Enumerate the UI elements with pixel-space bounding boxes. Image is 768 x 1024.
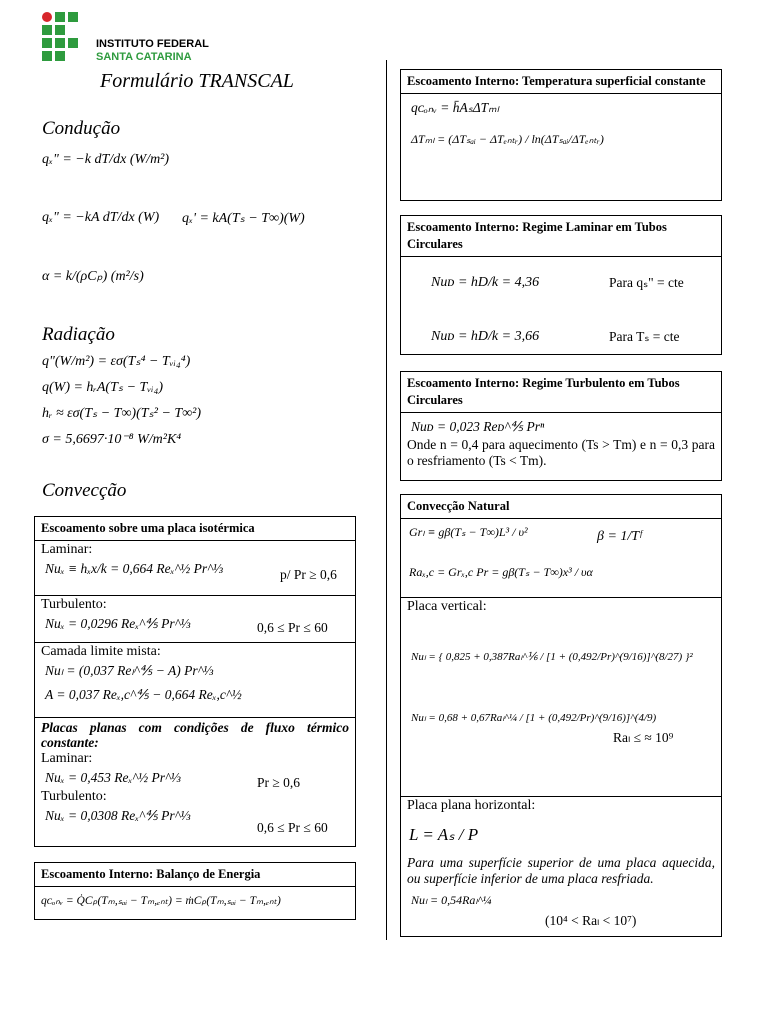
- laminar-tubos-header: Escoamento Interno: Regime Laminar em Tubos Circulares: [401, 216, 721, 257]
- laminar-eq: Nuₓ ≡ hₓx/k = 0,664 Reₓ^½ Pr^⅓: [45, 561, 223, 576]
- laminar2-eq: Nuₓ = 0,453 Reₓ^½ Pr^⅓: [45, 770, 181, 785]
- placa-vertical-label: Placa vertical:: [407, 599, 487, 614]
- radiacao-eq1: q"(W/m²) = εσ(Tₛ⁴ − Tᵥᵢ₄⁴): [42, 354, 191, 369]
- placa-horizontal-label: Placa plana horizontal:: [407, 798, 536, 813]
- page-title: Formulário TRANSCAL: [100, 70, 294, 92]
- radiacao-eq2: q(W) = hᵣA(Tₛ − Tᵥᵢ₄): [42, 380, 163, 395]
- turbulento-cond: 0,6 ≤ Pr ≤ 60: [257, 620, 328, 635]
- turbulento-label: Turbulento:: [41, 597, 107, 612]
- turbulento2-cond: 0,6 ≤ Pr ≤ 60: [257, 820, 328, 835]
- laminar2-label: Laminar:: [41, 751, 93, 766]
- placa-vertical-eq1: Nuₗ = { 0,825 + 0,387Raₗ^⅙ / [1 + (0,492/Pr)^(9/16)]^(8/27) }²: [411, 651, 693, 663]
- temp-sup-box: [400, 69, 722, 201]
- natural-box: [400, 494, 722, 937]
- section-conducao: Condução: [42, 118, 121, 139]
- placa-isotermica-box: [34, 516, 356, 847]
- turbulento-eq: Nuₓ = 0,0296 Reₓ^⅘ Pr^⅓: [45, 616, 191, 631]
- placa-isotermica-header: Escoamento sobre uma placa isotérmica: [35, 517, 355, 541]
- turbulento-tubos-eq: Nuᴅ = 0,023 Reᴅ^⅘ Prⁿ: [411, 419, 545, 434]
- mista-eq1: Nuₗ = (0,037 Reₗ^⅘ − A) Pr^⅓: [45, 663, 214, 678]
- temp-sup-header: Escoamento Interno: Temperatura superficial constante: [401, 70, 721, 94]
- radiacao-eq4: σ = 5,6697·10⁻⁸ W/m²K⁴: [42, 432, 182, 447]
- laminar-tubos-eq2: Nuᴅ = hD/k = 3,66: [431, 329, 540, 344]
- institute-line2: SANTA CATARINA: [96, 51, 192, 63]
- laminar-cond: p/ Pr ≥ 0,6: [280, 567, 337, 582]
- temp-sup-eq2: ΔTₘₗ = (ΔTₛₐᵢ − ΔTₑₙₜᵣ) / ln(ΔTₛₐᵢ/ΔTₑₙₜᵣ): [411, 132, 604, 146]
- natural-header: Convecção Natural: [401, 495, 721, 519]
- natural-beta: β = 1/Tᶠ: [597, 529, 642, 544]
- turbulento-tubos-text: Onde n = 0,4 para aquecimento (Ts > Tm) e n = 0,3 para o resfriamento (Ts < Tm).: [407, 437, 715, 468]
- turbulento2-label: Turbulento:: [41, 789, 107, 804]
- natural-gr: Grₗ ≡ gβ(Tₛ − T∞)L³ / υ²: [409, 525, 528, 539]
- natural-ra: Raₓ,c = Grₓ,c Pr = gβ(Tₛ − T∞)x³ / υα: [409, 565, 593, 579]
- placa-horizontal-eq: Nuₗ = 0,54Raₗ^¼: [411, 893, 492, 907]
- column-divider: [386, 60, 387, 940]
- laminar2-cond: Pr ≥ 0,6: [257, 775, 301, 790]
- fluxo-title: Placas planas com condições de fluxo térmico constante:: [41, 720, 349, 750]
- turbulento2-eq: Nuₓ = 0,0308 Reₓ^⅘ Pr^⅓: [45, 808, 191, 823]
- section-conveccao: Convecção: [42, 480, 127, 501]
- balanco-eq: qᴄₒₙᵥ = Q̇Cₚ(Tₘ,ₛₐᵢ − Tₘ,ₑₙₜ) = ṁCₚ(Tₘ,ₛₐᵢ − Tₘ,ₑₙₜ): [41, 895, 281, 907]
- placa-horizontal-text: Para uma superfície superior de uma placa aquecida, ou superfície inferior de uma placa resfriada.: [407, 855, 715, 886]
- balanco-header: Escoamento Interno: Balanço de Energia: [35, 863, 355, 887]
- institute-line1: INSTITUTO FEDERAL: [96, 38, 209, 50]
- institute-name: [96, 38, 209, 64]
- conducao-eq4: α = k/(ρCₚ) (m²/s): [42, 269, 144, 284]
- radiacao-eq3: hᵣ ≈ εσ(Tₛ − T∞)(Tₛ² − T∞²): [42, 406, 202, 421]
- conducao-eq3: qₓ' = kA(Tₛ − T∞)(W): [182, 211, 305, 226]
- turbulento-tubos-header: Escoamento Interno: Regime Turbulento em Tubos Circulares: [401, 372, 721, 413]
- turbulento-tubos-box: [400, 371, 722, 481]
- placa-vertical-cond: Raₗ ≤ ≈ 10⁹: [613, 730, 674, 745]
- temp-sup-eq1: qᴄₒₙᵥ = h̄AₛΔTₘₗ: [411, 100, 499, 115]
- section-radiacao: Radiação: [42, 324, 115, 345]
- institute-logo-icon: [42, 12, 86, 64]
- conducao-eq2: qₓ" = −kA dT/dx (W): [42, 210, 160, 225]
- mista-label: Camada limite mista:: [41, 644, 161, 659]
- laminar-tubos-box: [400, 215, 722, 355]
- laminar-tubos-cond2: Para Tₛ = cte: [609, 329, 680, 344]
- balanco-box: [34, 862, 356, 920]
- laminar-label: Laminar:: [41, 542, 93, 557]
- conducao-eq1: qₓ" = −k dT/dx (W/m²): [42, 152, 170, 167]
- mista-eq2: A = 0,037 Reₓ,c^⅘ − 0,664 Reₓ,c^½: [45, 687, 242, 702]
- placa-horizontal-cond: (10⁴ < Raₗ < 10⁷): [545, 913, 637, 928]
- laminar-tubos-eq1: Nuᴅ = hD/k = 4,36: [431, 275, 540, 290]
- laminar-tubos-cond1: Para qₛ" = cte: [609, 275, 684, 290]
- placa-vertical-eq2: Nuₗ = 0,68 + 0,67Raₗ^¼ / [1 + (0,492/Pr)^(9/16)]^(4/9): [411, 712, 657, 724]
- placa-horizontal-L: L = Aₛ / P: [409, 825, 479, 844]
